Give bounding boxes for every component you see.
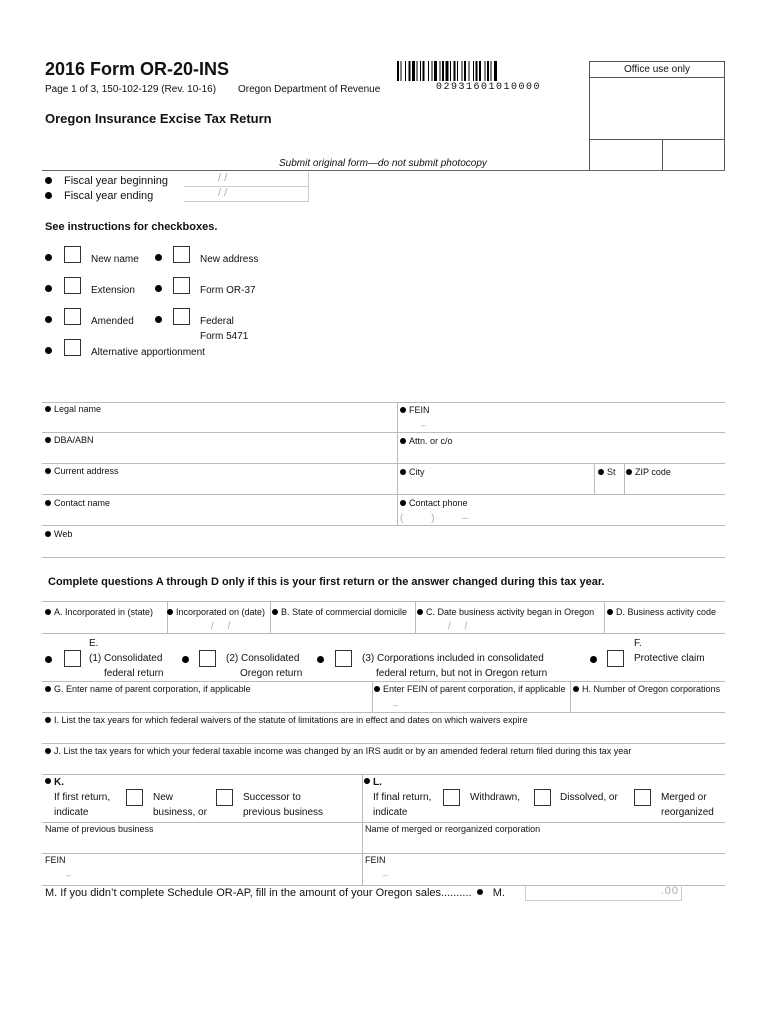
submit-note: Submit original form—do not submit photocopy xyxy=(279,158,487,169)
phone-mask: ( ) – xyxy=(400,513,468,524)
l-dissolved-checkbox[interactable] xyxy=(534,789,551,806)
barcode-image xyxy=(397,61,569,81)
question-k-label: K. xyxy=(45,777,64,788)
merged-corporation-name-field[interactable]: Name of merged or reorganized corporation xyxy=(365,824,541,834)
state-field[interactable]: St xyxy=(598,467,616,477)
question-j-field[interactable]: J. List the tax years for which your federal taxable income was changed by an IRS audit or by an amended federal return filed during this tax year xyxy=(45,746,631,756)
incorporated-on-field[interactable]: Incorporated on (date) xyxy=(167,607,265,617)
e2-consolidated-oregon-checkbox[interactable] xyxy=(199,650,216,667)
new-address-label: New address xyxy=(200,254,259,265)
previous-business-name-field[interactable]: Name of previous business xyxy=(45,824,154,834)
fiscal-year-ending-input[interactable]: / / xyxy=(184,187,309,202)
city-field[interactable]: City xyxy=(400,467,425,477)
fiscal-year-ending-label: Fiscal year ending xyxy=(64,190,154,202)
question-e-label: E. xyxy=(89,638,99,649)
question-d-field[interactable]: D. Business activity code xyxy=(607,607,716,617)
e3-corporations-checkbox[interactable] xyxy=(335,650,352,667)
federal-5471-checkbox[interactable] xyxy=(173,308,190,325)
contact-phone-field[interactable]: Contact phone xyxy=(400,498,468,508)
form-or37-label: Form OR-37 xyxy=(200,285,256,296)
alternative-apportionment-label: Alternative apportionment xyxy=(91,347,205,358)
new-address-checkbox[interactable] xyxy=(173,246,190,263)
new-name-checkbox[interactable] xyxy=(64,246,81,263)
zip-field[interactable]: ZIP code xyxy=(626,467,671,477)
fein-dash: – xyxy=(421,420,427,430)
fiscal-year-beginning-label: Fiscal year beginning xyxy=(64,175,168,187)
contact-name-field[interactable]: Contact name xyxy=(45,498,110,508)
alternative-apportionment-checkbox[interactable] xyxy=(64,339,81,356)
federal-5471-label-line2: Form 5471 xyxy=(200,331,249,342)
k-new-business-checkbox[interactable] xyxy=(126,789,143,806)
e1-consolidated-federal-checkbox[interactable] xyxy=(64,650,81,667)
office-use-label: Office use only xyxy=(624,64,690,75)
extension-checkbox[interactable] xyxy=(64,277,81,294)
questions-heading: Complete questions A through D only if this is your first return or the answer changed during this tax year. xyxy=(48,576,605,588)
parent-fein-field[interactable]: Enter FEIN of parent corporation, if applicable xyxy=(374,684,566,694)
fein-field[interactable]: FEIN xyxy=(400,405,430,415)
k-fein-field[interactable]: FEIN xyxy=(45,855,66,865)
federal-5471-label-line1: Federal xyxy=(200,316,234,327)
dba-field[interactable]: DBA/ABN xyxy=(45,435,94,445)
attn-field[interactable]: Attn. or c/o xyxy=(400,436,453,446)
question-b-field[interactable]: B. State of commercial domicile xyxy=(272,607,407,617)
question-l-label: L. xyxy=(364,777,382,788)
l-withdrawn-checkbox[interactable] xyxy=(443,789,460,806)
k-successor-checkbox[interactable] xyxy=(216,789,233,806)
question-f-label: F. xyxy=(634,638,642,649)
web-field[interactable]: Web xyxy=(45,529,72,539)
barcode-number: 02931601010000 xyxy=(436,82,542,93)
new-name-label: New name xyxy=(91,254,139,265)
form-subtitle: Oregon Insurance Excise Tax Return xyxy=(45,111,272,126)
amended-checkbox[interactable] xyxy=(64,308,81,325)
question-m-text: M. If you didn’t complete Schedule OR-AP, fill in the amount of your Oregon sales.......... M. xyxy=(45,887,505,899)
question-g-field[interactable]: G. Enter name of parent corporation, if applicable xyxy=(45,684,251,694)
agency-name: Oregon Department of Revenue xyxy=(238,84,381,95)
form-title: 2016 Form OR-20-INS xyxy=(45,59,230,79)
office-use-box xyxy=(589,61,725,171)
oregon-sales-input[interactable]: .00 xyxy=(525,885,682,901)
current-address-field[interactable]: Current address xyxy=(45,466,119,476)
question-h-field[interactable]: H. Number of Oregon corporations xyxy=(573,684,720,694)
page-info: Page 1 of 3, 150-102-129 (Rev. 10-16) xyxy=(45,84,217,95)
amended-label: Amended xyxy=(91,316,134,327)
form-or37-checkbox[interactable] xyxy=(173,277,190,294)
protective-claim-checkbox[interactable] xyxy=(607,650,624,667)
checkbox-heading: See instructions for checkboxes. xyxy=(45,221,218,233)
question-i-field[interactable]: I. List the tax years for which federal waivers of the statute of limitations are in effect and dates on which waivers expire xyxy=(45,715,528,725)
extension-label: Extension xyxy=(91,285,135,296)
question-a-field[interactable]: A. Incorporated in (state) xyxy=(45,607,153,617)
legal-name-field[interactable]: Legal name xyxy=(45,404,101,414)
l-fein-field[interactable]: FEIN xyxy=(365,855,386,865)
fiscal-year-beginning-input[interactable]: / / xyxy=(184,172,309,187)
question-c-field[interactable]: C. Date business activity began in Oregon xyxy=(417,607,594,617)
l-merged-checkbox[interactable] xyxy=(634,789,651,806)
